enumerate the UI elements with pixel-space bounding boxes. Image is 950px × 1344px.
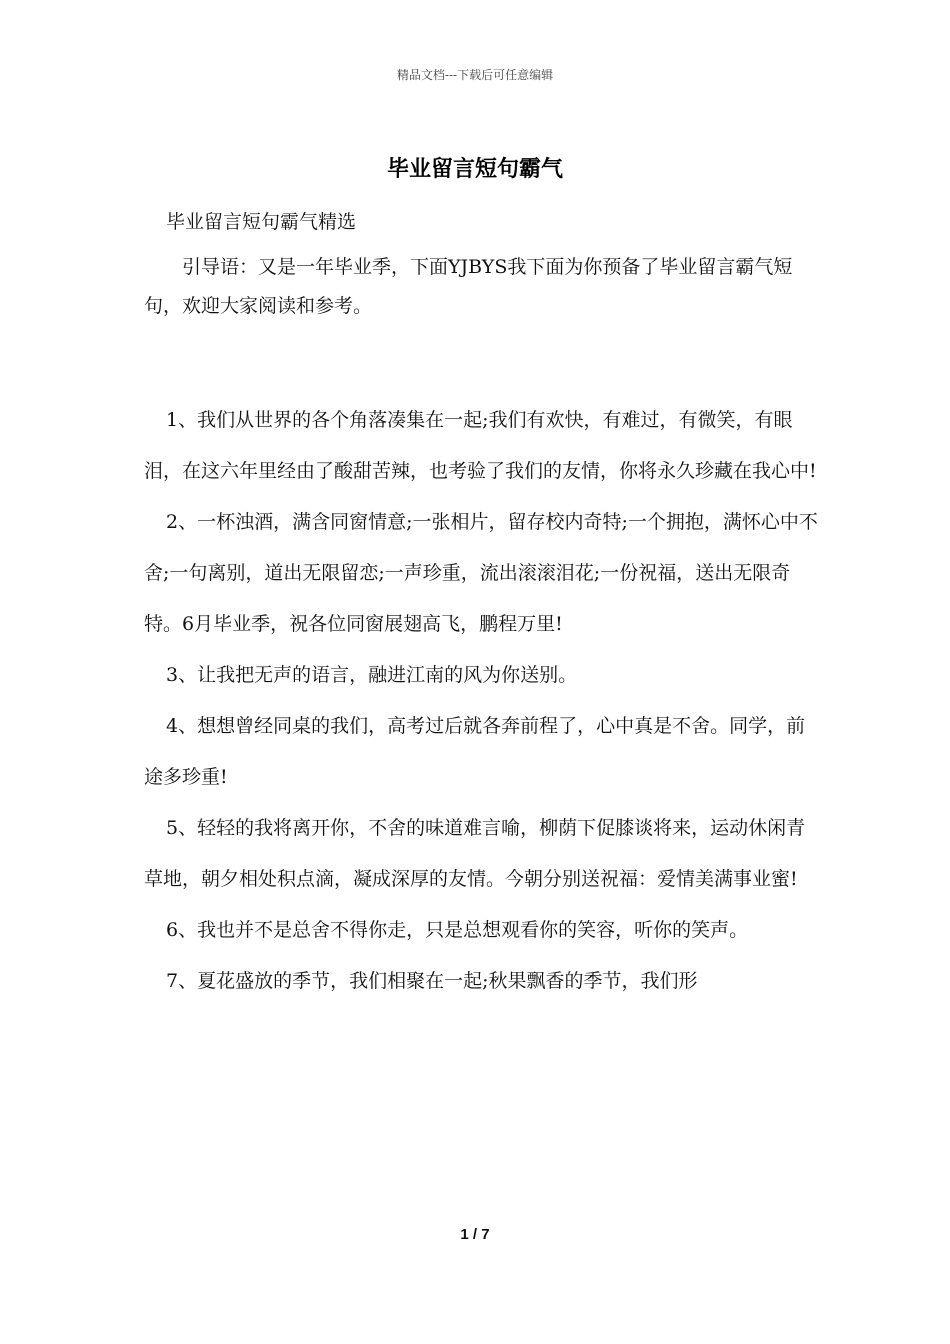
list-item: 4、想想曾经同桌的我们，高考过后就各奔前程了，心中真是不舍。同学，前途多珍重! xyxy=(144,715,806,788)
list-item: 5、轻轻的我将离开你，不舍的味道难言喻，柳荫下促膝谈将来，运动休闲青草地，朝夕相处积点滴，凝成深厚的友情。今朝分别送祝福：爱情美满事业蜜! xyxy=(144,817,806,890)
list-item: 7、夏花盛放的季节，我们相聚在一起;秋果飘香的季节，我们形 xyxy=(166,970,698,992)
intro-paragraph: 引导语：又是一年毕业季，下面YJBYS我下面为你预备了毕业留言霸气短句，欢迎大家阅读和参考。 xyxy=(144,256,793,317)
list-item: 1、我们从世界的各个角落凑集在一起;我们有欢快，有难过，有微笑，有眼泪，在这六年里经由了酸甜苦辣，也考验了我们的友情，你将永久珍藏在我心中! xyxy=(144,409,817,482)
header-note: 精品文档---下载后可任意编辑 xyxy=(396,68,554,82)
list-item: 3、让我把无声的语言，融进江南的风为你送别。 xyxy=(166,664,578,686)
list-item: 2、一杯浊酒，满含同窗情意;一张相片，留存校内奇特;一个拥抱，满怀心中不舍;一句离别，道出无限留恋;一声珍重，流出滚滚泪花;一份祝福，送出无限奇特。6月毕业季，祝各位同窗展翅高飞，鹏程万里! xyxy=(144,511,818,635)
document-subtitle: 毕业留言短句霸气精选 xyxy=(166,211,357,233)
message-list xyxy=(144,395,824,1007)
document-title: 毕业留言短句霸气 xyxy=(386,156,563,182)
page-number: 1 / 7 xyxy=(460,1226,490,1243)
list-item: 6、我也并不是总舍不得你走，只是总想观看你的笑容，听你的笑声。 xyxy=(166,919,749,941)
